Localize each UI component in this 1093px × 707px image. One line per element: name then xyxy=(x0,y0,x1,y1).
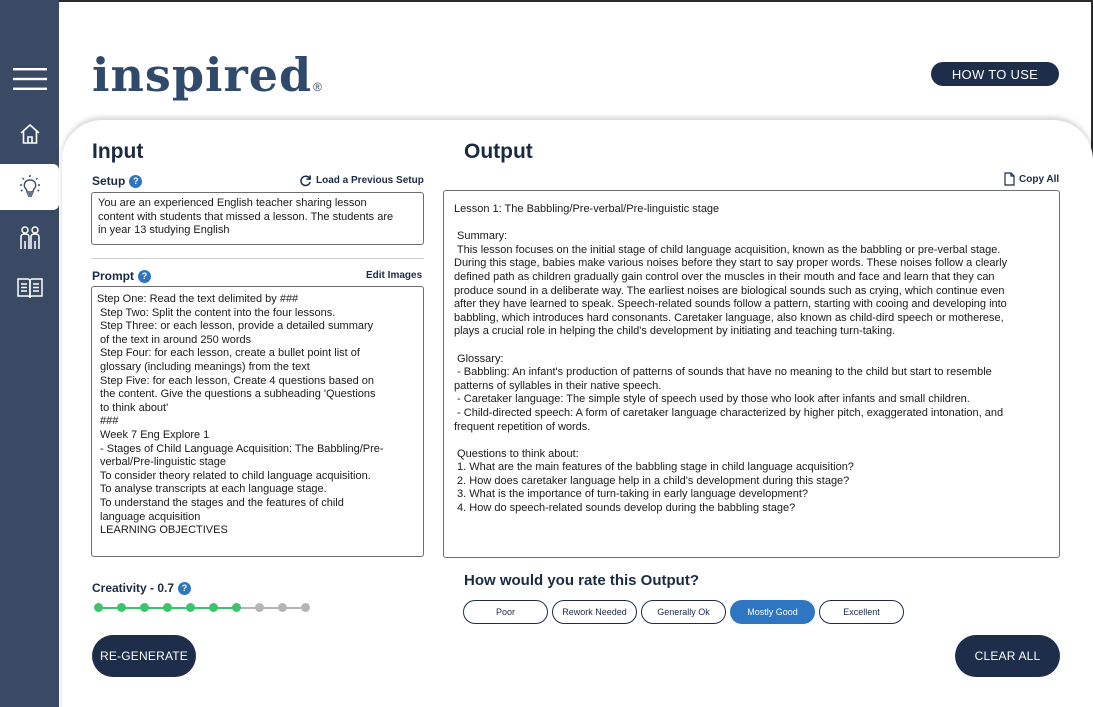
output-line: - Caretaker language: The simple style of speech used by those who look after infants and small children. xyxy=(454,393,970,406)
edit-images-link[interactable]: Edit Images xyxy=(366,270,423,281)
slider-step[interactable] xyxy=(117,603,126,612)
setup-label-text: Setup xyxy=(92,174,126,188)
output-line xyxy=(454,339,1049,353)
rating-title: How would you rate this Output? xyxy=(464,572,699,589)
slider-step[interactable] xyxy=(278,603,287,612)
creativity-label-text: Creativity - 0.7 xyxy=(92,581,175,595)
prompt-line: To analyse transcripts at each language stage. xyxy=(97,483,327,496)
setup-line: content with students that missed a lesson. The students are xyxy=(98,210,394,223)
creativity-label xyxy=(92,581,191,595)
output-textarea[interactable] xyxy=(443,190,1060,558)
rating-option-excellent[interactable]: Excellent xyxy=(819,600,904,624)
prompt-line: Step Three: or each lesson, provide a detailed summary xyxy=(97,320,374,333)
copy-all-label: Copy All xyxy=(1019,173,1060,185)
prompt-line: Step Two: Split the content into the four lessons. xyxy=(97,306,336,319)
output-line: 1. What are the main features of the babbling stage in child language acquisition? xyxy=(454,461,854,474)
slider-step[interactable] xyxy=(301,603,310,612)
output-line: 4. How do speech-related sounds develop during the babbling stage? xyxy=(454,502,796,515)
prompt-line: Week 7 Eng Explore 1 xyxy=(97,428,210,441)
sidebar-item-people[interactable] xyxy=(0,224,59,252)
setup-label xyxy=(92,174,142,188)
help-icon[interactable]: ? xyxy=(178,582,191,595)
output-line: Glossary: xyxy=(454,352,504,365)
copy-icon xyxy=(1004,172,1015,186)
sidebar xyxy=(0,0,59,707)
prompt-line: the content. Give the questions a subheading 'Questions xyxy=(97,388,376,401)
rating-option-generally-ok[interactable]: Generally Ok xyxy=(641,600,726,624)
output-line: plays a crucial role in helping the child's development by initiating and teaching turn-taking. xyxy=(454,325,896,338)
prompt-line: LEARNING OBJECTIVES xyxy=(97,524,228,537)
prompt-line: ### xyxy=(97,415,119,428)
output-line xyxy=(454,217,1049,231)
output-line: after they have learned to speak. Speech-related sounds follow a pattern, starting with cooing and developing into xyxy=(454,298,1007,311)
slider-step[interactable] xyxy=(209,603,218,612)
output-line xyxy=(454,434,1049,448)
regenerate-button[interactable]: RE-GENERATE xyxy=(92,635,196,677)
prompt-label xyxy=(92,269,151,283)
prompt-line: glossary (including meanings) from the text xyxy=(97,360,310,373)
clear-all-button[interactable]: CLEAR ALL xyxy=(955,635,1060,677)
prompt-line: Step Four: for each lesson, create a bullet point list of xyxy=(97,347,360,360)
refresh-icon xyxy=(299,174,312,187)
slider-step[interactable] xyxy=(94,603,103,612)
output-line: patterns of syllables in their native speech. xyxy=(454,379,662,392)
sidebar-item-generate[interactable] xyxy=(0,164,59,210)
prompt-line: Step Five: for each lesson, Create 4 questions based on xyxy=(97,374,374,387)
prompt-line: of the text in around 250 words xyxy=(97,333,252,346)
output-line: This lesson focuses on the initial stage of child language acquisition, known as the babbling or pre-verbal stage. xyxy=(454,243,1001,256)
input-title: Input xyxy=(92,140,144,163)
load-previous-setup-label: Load a Previous Setup xyxy=(316,175,424,186)
output-line: frequent repetition of words. xyxy=(454,420,591,433)
output-line: Summary: xyxy=(454,230,508,243)
output-line: 2. How does caretaker language help in a child's development during this stage? xyxy=(454,474,850,487)
how-to-use-button[interactable]: HOW TO USE xyxy=(931,62,1059,86)
output-title: Output xyxy=(464,140,533,163)
output-line: produce sound in a deliberate way. The earliest noises are biological sounds such as crying, which continue even xyxy=(454,284,1005,297)
slider-step[interactable] xyxy=(140,603,149,612)
sidebar-item-home[interactable] xyxy=(0,120,59,148)
prompt-textarea[interactable] xyxy=(91,286,424,557)
help-icon[interactable]: ? xyxy=(129,175,142,188)
output-line: During this stage, babies make various noises before they start to say proper words. These noises follow a clearly xyxy=(454,257,1008,270)
people-icon xyxy=(17,225,43,251)
prompt-label-text: Prompt xyxy=(92,269,134,283)
sidebar-item-library[interactable] xyxy=(0,274,59,302)
registered-mark: ® xyxy=(313,80,323,94)
output-line: 3. What is the importance of turn-taking in early language development? xyxy=(454,488,809,501)
prompt-line: - Stages of Child Language Acquisition: The Babbling/Pre- xyxy=(97,442,384,455)
menu-button[interactable] xyxy=(0,64,59,94)
output-line: babbling, which introduces hard consonants. Caretaker language, also known as child-dird speech or motherese, xyxy=(454,311,1004,324)
slider-step[interactable] xyxy=(163,603,172,612)
slider-step[interactable] xyxy=(186,603,195,612)
rating-option-poor[interactable]: Poor xyxy=(463,600,548,624)
divider xyxy=(91,258,424,259)
menu-icon xyxy=(13,68,47,90)
lightbulb-icon xyxy=(16,173,44,201)
setup-line: in year 13 studying English xyxy=(98,224,230,237)
book-icon xyxy=(16,276,44,300)
output-line: defined path as children gradually gain control over the muscles in their mouth and face and learn that they can xyxy=(454,270,995,283)
load-previous-setup-link[interactable] xyxy=(299,174,424,187)
prompt-line: language acquisition xyxy=(97,510,201,523)
prompt-line: To consider theory related to child language acquisition. xyxy=(97,469,371,482)
setup-textarea[interactable] xyxy=(91,192,424,245)
prompt-line: To understand the stages and the features of child xyxy=(97,496,344,509)
prompt-line: to think about' xyxy=(97,401,169,414)
output-line: - Child-directed speech: A form of caretaker language characterized by higher pitch, exaggerated intonation, and xyxy=(454,406,1004,419)
copy-all-button[interactable] xyxy=(1004,172,1059,186)
prompt-line: verbal/Pre-linguistic stage xyxy=(97,456,227,469)
output-text xyxy=(454,203,1049,516)
prompt-line: Step One: Read the text delimited by ### xyxy=(97,293,299,305)
output-line: - Babbling: An infant's production of patterns of sounds that have no meaning to the child but start to resemble xyxy=(454,366,992,379)
setup-line: You are an experienced English teacher sharing lesson xyxy=(98,197,367,209)
rating-options xyxy=(463,600,904,624)
rating-option-rework-needed[interactable]: Rework Needed xyxy=(552,600,637,624)
home-icon xyxy=(18,122,42,146)
rating-option-mostly-good[interactable]: Mostly Good xyxy=(730,600,815,624)
brand-logo xyxy=(92,48,323,102)
slider-step[interactable] xyxy=(232,603,241,612)
output-line: Lesson 1: The Babbling/Pre-verbal/Pre-linguistic stage xyxy=(454,203,720,215)
slider-step[interactable] xyxy=(255,603,264,612)
help-icon[interactable]: ? xyxy=(138,270,151,283)
output-line: Questions to think about: xyxy=(454,447,579,460)
brand-logo-text: inspired xyxy=(92,48,313,102)
